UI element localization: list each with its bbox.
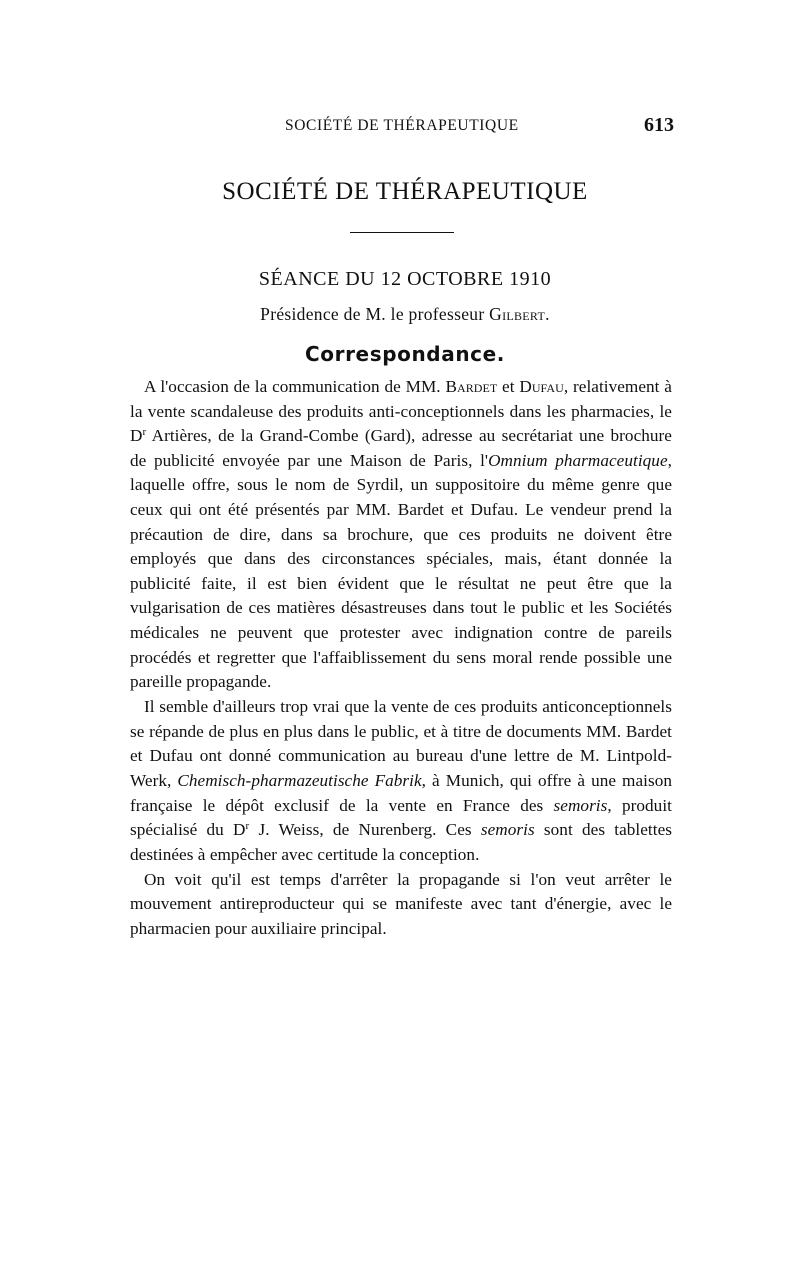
paragraph-1 — [130, 375, 672, 695]
p1-italic-omnium: Omnium pharmaceutique — [488, 450, 668, 470]
page-title: SOCIÉTÉ DE THÉRAPEUTIQUE — [222, 178, 588, 205]
p2-italic-semoris-2: semoris — [480, 820, 535, 840]
p2-text-4: J. Weiss, de Nurenberg. Ces — [249, 820, 481, 840]
p1-text-2: et — [497, 377, 520, 396]
presidence-line — [130, 304, 680, 325]
p1-name-bardet: Bardet — [445, 377, 498, 396]
p1-text-1: A l'occasion de la communication de MM. — [144, 377, 446, 396]
seance-heading: SÉANCE DU 12 OCTOBRE 1910 — [258, 268, 552, 290]
p2-italic-fabrik: Chemisch-pharmazeutische Fabrik — [177, 771, 422, 790]
paragraph-3: On voit qu'il est temps d'arrêter la propagande si l'on veut arrêter le mouvement antireproducteur qui se manifeste avec tant d'énergie, avec le pharmacien pour auxiliaire principal. — [130, 869, 672, 939]
p2-text-2: , à Munich, qui offre à une maison française le dépôt exclusif de la vente en France des — [130, 771, 673, 815]
p2-text-1: Il semble d'ailleurs trop vrai que la vente de ces produits anticonceptionnels se répande de plus en plus dans le public, et à titre de documents MM. Bardet et Dufau ont donné communication au bureau d'une lettre de M. Lintpold-Werk, — [130, 697, 672, 790]
title-divider — [350, 232, 454, 233]
p1-text-5: , laquelle offre, sous le nom de Syrdil, un suppositoire du même genre que ceux qui ont été présentés par MM. Bardet et Dufau. Le vendeur prend la précaution de dire, dans sa brochure, que ces produits ne doivent être employés que dans des circonstances spéciales, mais, étant donnée la publicité faite, il est bien évident que le résultat ne peut être que la vulgarisation de ces matières désastreuses dans tout le public et les Sociétés médicales ne peuvent que protester avec indignation contre de pareils procédés et regretter que l'affaiblissement du sens moral rende possible une pareille propagande. — [130, 450, 672, 692]
p2-text-5: sont des tablettes destinées à empêcher avec certitude la conception. — [130, 820, 673, 864]
presidence-prefix: Présidence de M. le professeur — [260, 304, 490, 324]
section-heading: Correspondance. — [305, 342, 505, 366]
p1-text-3: , relativement à la vente scandaleuse des produits anti-conceptionnels dans les pharmacies, le D — [130, 377, 672, 446]
p1-name-dufau: Dufau — [519, 377, 564, 396]
running-title: SOCIÉTÉ DE THÉRAPEUTIQUE — [285, 117, 519, 134]
president-name: Gilbert — [489, 304, 546, 324]
page-number: 613 — [644, 114, 674, 136]
presidence-suffix: . — [545, 304, 550, 324]
paragraph-2 — [130, 695, 672, 867]
p2-italic-semoris-1: semoris — [553, 795, 608, 815]
p1-dr-superscript: r — [142, 426, 147, 439]
p2-dr-superscript: r — [245, 820, 250, 833]
running-header — [130, 114, 680, 137]
article-body — [130, 375, 672, 942]
p1-text-4: Artières, de la Grand-Combe (Gard), adresse au secrétariat une brochure de publicité envoyée par une Maison de Paris, l' — [130, 426, 672, 470]
p2-text-3: , produit spécialisé du D — [130, 795, 672, 840]
